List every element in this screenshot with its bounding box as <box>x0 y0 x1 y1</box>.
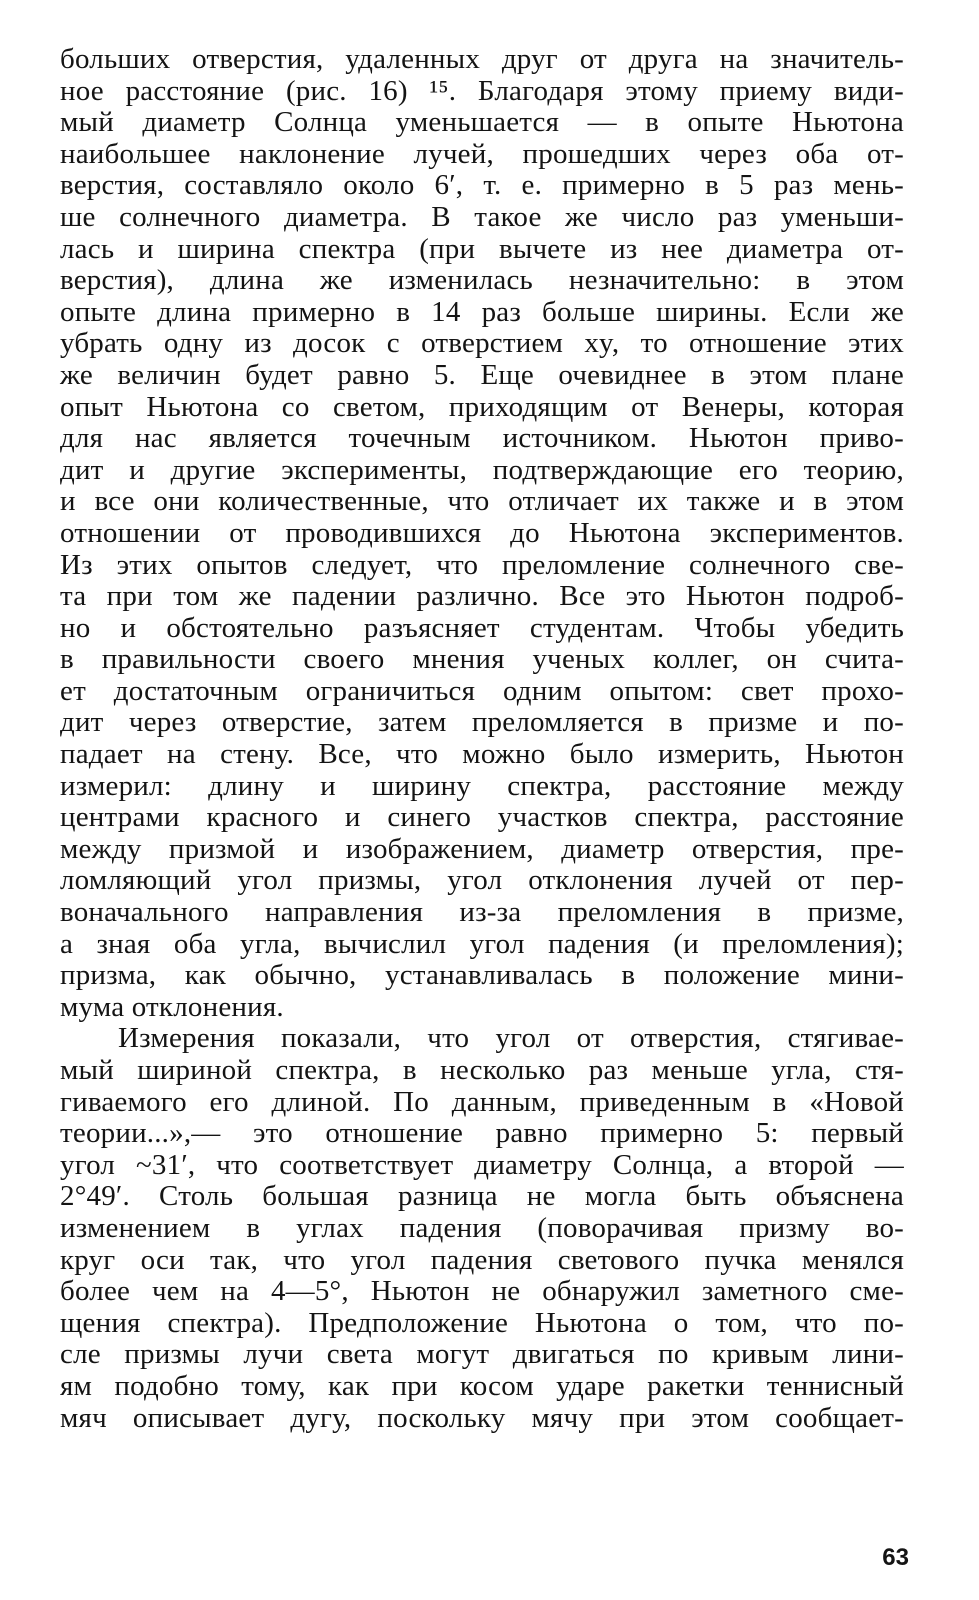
text-line: убрать одну из досок с отверстием xy, то отношение этих <box>60 327 904 360</box>
page-number: 63 <box>882 1544 909 1571</box>
text-line: опыте длина примерно в 14 раз больше ширины. Если же <box>60 295 904 328</box>
paragraph-1 <box>60 44 904 1023</box>
text-line: угол ~31′, что соответствует диаметру Солнца, а второй — <box>60 1148 904 1181</box>
text-line: изменением в углах падения (поворачивая призму во- <box>60 1211 904 1244</box>
text-line: мяч описывает дугу, поскольку мячу при этом сообщает- <box>60 1401 904 1434</box>
text-line: наибольшее наклонение лучей, прошедших через оба от- <box>60 137 904 170</box>
text-line: щения спектра). Предположение Ньютона о том, что по- <box>60 1306 904 1339</box>
text-line: для нас является точечным источником. Ньютон приво- <box>60 422 904 455</box>
text-line: Из этих опытов следует, что преломление солнечного све- <box>60 548 904 581</box>
text-line: сле призмы лучи света могут двигаться по кривым лини- <box>60 1338 904 1371</box>
text-line: призма, как обычно, устанавливалась в положение мини- <box>60 959 904 992</box>
text-line: более чем на 4—5°, Ньютон не обнаружил заметного сме- <box>60 1275 904 1308</box>
text-line: воначального направления из-за преломления в призме, <box>60 896 904 929</box>
text-line: же величин будет равно 5. Еще очевиднее в этом плане <box>60 358 904 391</box>
text-line: лась и ширина спектра (при вычете из нее диаметра от- <box>60 232 904 265</box>
text-line: мый шириной спектра, в несколько раз меньше угла, стя- <box>60 1054 904 1086</box>
text-line: между призмой и изображением, диаметр отверстия, пре- <box>60 832 904 865</box>
paragraph-2 <box>60 1023 904 1434</box>
text-line: а зная оба угла, вычислил угол падения (и преломления); <box>60 927 904 960</box>
text-line: и все они количественные, что отличает их также и в этом <box>60 485 904 518</box>
text-line: падает на стену. Все, что можно было измерить, Ньютон <box>60 738 904 771</box>
text-line: 2°49′. Столь большая разница не могла быть объяснена <box>60 1180 904 1213</box>
text-line: отношении от проводившихся до Ньютона экспериментов. <box>60 516 904 549</box>
text-line: верстия, составляло около 6′, т. е. примерно в 5 раз мень- <box>60 169 904 202</box>
text-line: ше солнечного диаметра. В такое же число раз уменьши- <box>60 200 904 233</box>
text-line: опыт Ньютона со светом, приходящим от Венеры, которая <box>60 390 904 423</box>
text-line: дит через отверстие, затем преломляется в призме и по- <box>60 706 904 739</box>
text-line: больших отверстия, удаленных друг от друга на значитель- <box>60 43 904 75</box>
text-line: верстия), длина же изменилась незначительно: в этом <box>60 264 904 297</box>
text-line: центрами красного и синего участков спектра, расстояние <box>60 801 904 834</box>
body-text <box>60 44 904 1434</box>
text-line: та при том же падении различно. Все это Ньютон подроб- <box>60 580 904 613</box>
text-line: ломляющий угол призмы, угол отклонения лучей от пер- <box>60 864 904 897</box>
text-line: мума отклонения. <box>60 990 284 1023</box>
text-line: дит и другие эксперименты, подтверждающие его теорию, <box>60 453 904 486</box>
text-line: гиваемого его длиной. По данным, приведенным в «Новой <box>60 1085 904 1118</box>
text-line: Измерения показали, что угол от отверстия, стягивае- <box>118 1022 904 1055</box>
text-line: теории...»,— это отношение равно примерно 5: первый <box>60 1117 904 1150</box>
text-line: ное расстояние (рис. 16) ¹⁵. Благодаря этому приему види- <box>60 74 904 107</box>
text-line: ям подобно тому, как при косом ударе ракетки теннисный <box>60 1369 904 1402</box>
text-line: мый диаметр Солнца уменьшается — в опыте Ньютона <box>60 106 904 139</box>
text-line: но и обстоятельно разъясняет студентам. Чтобы убедить <box>60 611 904 644</box>
text-line: ет достаточным ограничиться одним опытом: свет прохо- <box>60 674 904 707</box>
text-line: измерил: длину и ширину спектра, расстояние между <box>60 769 904 802</box>
text-line: круг оси так, что угол падения светового пучка менялся <box>60 1243 904 1276</box>
text-line: в правильности своего мнения ученых коллег, он счита- <box>60 643 904 676</box>
